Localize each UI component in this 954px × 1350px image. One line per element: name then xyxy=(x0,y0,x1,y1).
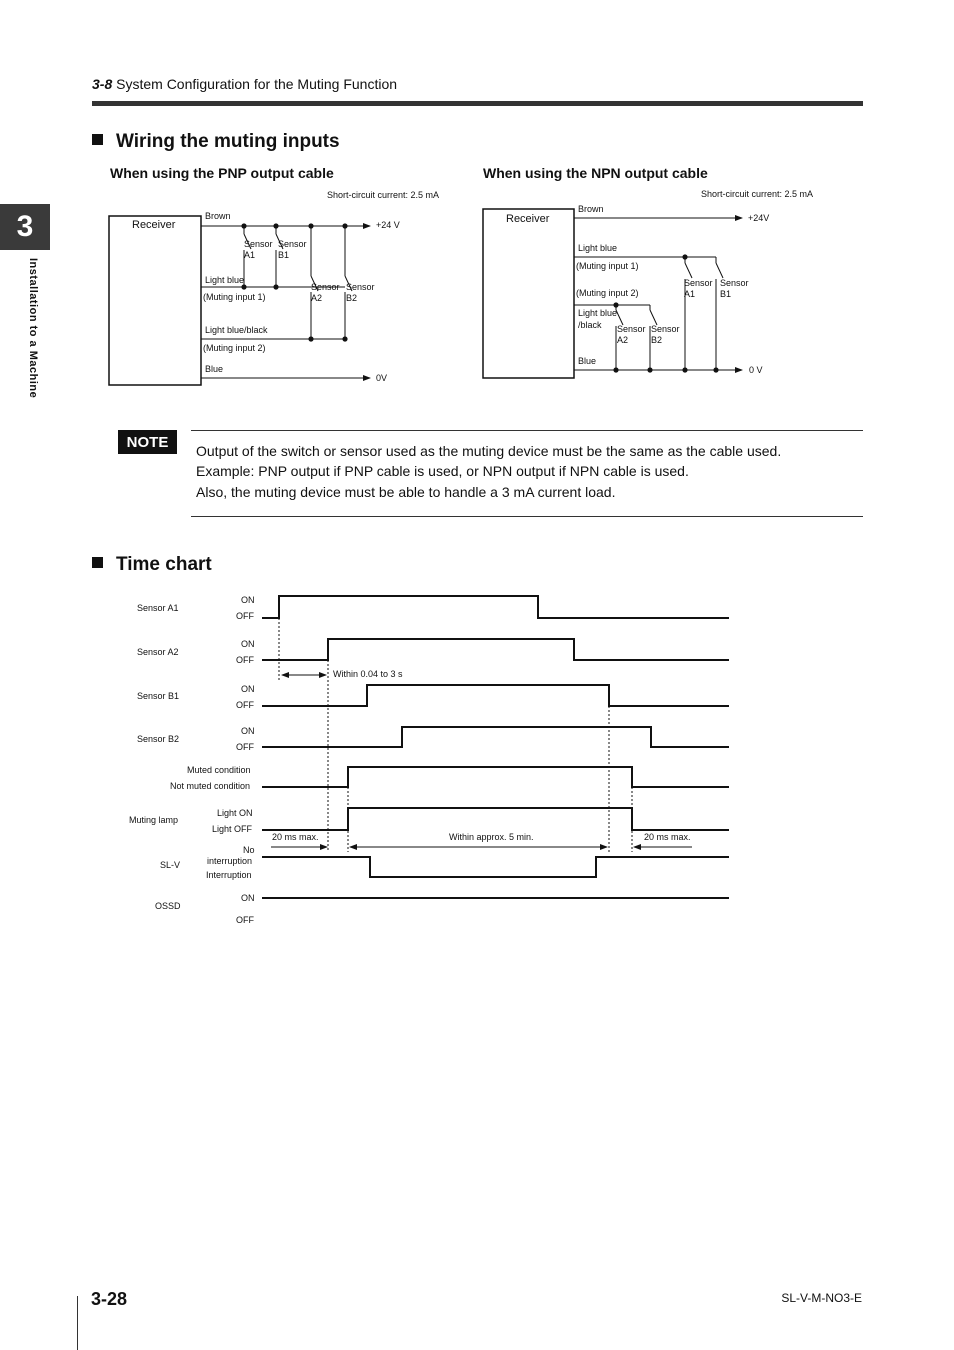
annotation-within-a: Within 0.04 to 3 s xyxy=(333,669,403,679)
pnp-receiver-label: Receiver xyxy=(132,219,176,231)
annotation-20ms-right: 20 ms max. xyxy=(644,832,691,842)
wave-sensor-a1 xyxy=(262,596,729,618)
pnp-sensor-a1-line2: A1 xyxy=(244,250,256,260)
npn-muting1-label: (Muting input 1) xyxy=(576,261,639,271)
pnp-short-circuit: Short-circuit current: 2.5 mA xyxy=(327,190,440,200)
npn-24v-label: +24V xyxy=(748,213,770,223)
note-bottom-rule xyxy=(191,516,863,517)
time-chart xyxy=(0,585,760,930)
row-ossd-name: OSSD xyxy=(155,901,181,911)
npn-sensor-a1-line1: Sensor xyxy=(684,278,713,288)
npn-sensor-b1-line1: Sensor xyxy=(720,278,749,288)
row-muted-condition: Muted condition xyxy=(187,765,251,775)
npn-sensor-b1-line2: B1 xyxy=(720,289,732,299)
row-muting-lamp-name: Muting lamp xyxy=(129,815,179,825)
wiring-heading-text: Wiring the muting inputs xyxy=(116,131,340,152)
section-header xyxy=(92,76,397,92)
heading-bullet-icon xyxy=(92,557,103,568)
row-sensor-a1-name: Sensor A1 xyxy=(137,603,179,613)
row-sensor-a2-off: OFF xyxy=(236,655,254,665)
pnp-sensor-a1-line1: Sensor xyxy=(244,239,273,249)
npn-muting2-label: (Muting input 2) xyxy=(576,288,639,298)
row-muting-lamp-on: Light ON xyxy=(217,808,253,818)
row-sl-v-interruption-line2: interruption xyxy=(207,856,253,866)
row-sensor-a2-name: Sensor A2 xyxy=(137,647,179,657)
pnp-sensor-b1-line2: B1 xyxy=(278,250,290,260)
pnp-sensor-b2-line2: B2 xyxy=(346,293,358,303)
note-line-2: Example: PNP output if PNP cable is used, or NPN output if NPN cable is used. xyxy=(196,463,689,479)
wave-muting-lamp xyxy=(262,808,729,830)
wave-sensor-b2 xyxy=(262,727,729,747)
npn-light-blue-black-line2: /black xyxy=(578,320,602,330)
row-sensor-b1-off: OFF xyxy=(236,700,254,710)
wiring-heading xyxy=(92,131,340,153)
chapter-vertical-label: Installation to a Machine xyxy=(27,258,39,399)
chapter-tab: 3 xyxy=(0,204,50,250)
wave-muted-condition xyxy=(262,767,729,787)
row-sl-v-no: No xyxy=(243,845,255,855)
timechart-heading-text: Time chart xyxy=(116,554,212,575)
annotation-20ms-left: 20 ms max. xyxy=(272,832,319,842)
annotation-within-b: Within approx. 5 min. xyxy=(449,832,534,842)
npn-sensor-b2-line2: B2 xyxy=(651,335,663,345)
npn-receiver-label: Receiver xyxy=(506,213,550,225)
pnp-blue-label: Blue xyxy=(205,364,224,374)
pnp-sensor-a2-line2: A2 xyxy=(311,293,323,303)
npn-sensor-a2-line1: Sensor xyxy=(617,324,646,334)
wave-sensor-b1 xyxy=(262,685,729,706)
npn-light-blue-label: Light blue xyxy=(578,243,618,253)
pnp-sensor-a2-line1: Sensor xyxy=(311,282,340,292)
wave-sensor-a2 xyxy=(262,639,729,660)
row-sensor-b2-on: ON xyxy=(241,726,255,736)
npn-short-circuit: Short-circuit current: 2.5 mA xyxy=(701,189,814,199)
row-muting-lamp-off: Light OFF xyxy=(212,824,253,834)
npn-brown-label: Brown xyxy=(578,204,604,214)
npn-light-blue-black-line1: Light blue xyxy=(578,308,618,318)
header-rule xyxy=(92,101,863,106)
page-number: 3-28 xyxy=(91,1289,128,1309)
npn-wiring-diagram xyxy=(470,180,870,385)
row-sensor-b1-on: ON xyxy=(241,684,255,694)
pnp-brown-label: Brown xyxy=(205,211,231,221)
pnp-muting2-label: (Muting input 2) xyxy=(203,343,266,353)
row-not-muted-condition: Not muted condition xyxy=(170,781,251,791)
note-top-rule xyxy=(191,430,863,431)
section-number: 3-8 xyxy=(92,76,113,92)
note-line-1: Output of the switch or sensor used as the muting device must be the same as the cable used. xyxy=(196,443,782,459)
row-ossd-on: ON xyxy=(241,893,255,903)
row-sensor-a1-on: ON xyxy=(241,595,255,605)
row-sl-v-name: SL-V xyxy=(160,860,181,870)
npn-sensor-a2-line2: A2 xyxy=(617,335,629,345)
npn-0v-label: 0 V xyxy=(749,365,763,375)
row-sensor-a1-off: OFF xyxy=(236,611,254,621)
npn-subheading: When using the NPN output cable xyxy=(483,165,708,181)
document-id: SL-V-M-NO3-E xyxy=(781,1291,862,1305)
row-ossd-off: OFF xyxy=(236,915,254,925)
row-sensor-b1-name: Sensor B1 xyxy=(137,691,180,701)
wave-sl-v xyxy=(262,857,729,877)
pnp-24v-label: +24 V xyxy=(376,220,400,230)
note-badge: NOTE xyxy=(118,430,177,454)
npn-sensor-b2-line1: Sensor xyxy=(651,324,680,334)
footer-rule xyxy=(77,1296,78,1350)
row-sensor-b2-off: OFF xyxy=(236,742,254,752)
note-line-3: Also, the muting device must be able to handle a 3 mA current load. xyxy=(196,484,616,500)
pnp-0v-label: 0V xyxy=(376,373,388,383)
section-title: System Configuration for the Muting Function xyxy=(116,76,398,92)
timechart-heading xyxy=(92,554,212,576)
row-sensor-a2-on: ON xyxy=(241,639,255,649)
pnp-muting1-label: (Muting input 1) xyxy=(203,292,266,302)
npn-sensor-a1-line2: A1 xyxy=(684,289,696,299)
pnp-wiring-diagram xyxy=(0,180,470,395)
pnp-light-blue-black-label: Light blue/black xyxy=(205,325,268,335)
row-sensor-b2-name: Sensor B2 xyxy=(137,734,180,744)
pnp-subheading: When using the PNP output cable xyxy=(110,165,334,181)
pnp-sensor-b1-line1: Sensor xyxy=(278,239,307,249)
pnp-light-blue-label: Light blue xyxy=(205,275,245,285)
npn-blue-label: Blue xyxy=(578,356,597,366)
heading-bullet-icon xyxy=(92,134,103,145)
pnp-sensor-b2-line1: Sensor xyxy=(346,282,375,292)
row-sl-v-interruption: Interruption xyxy=(206,870,252,880)
